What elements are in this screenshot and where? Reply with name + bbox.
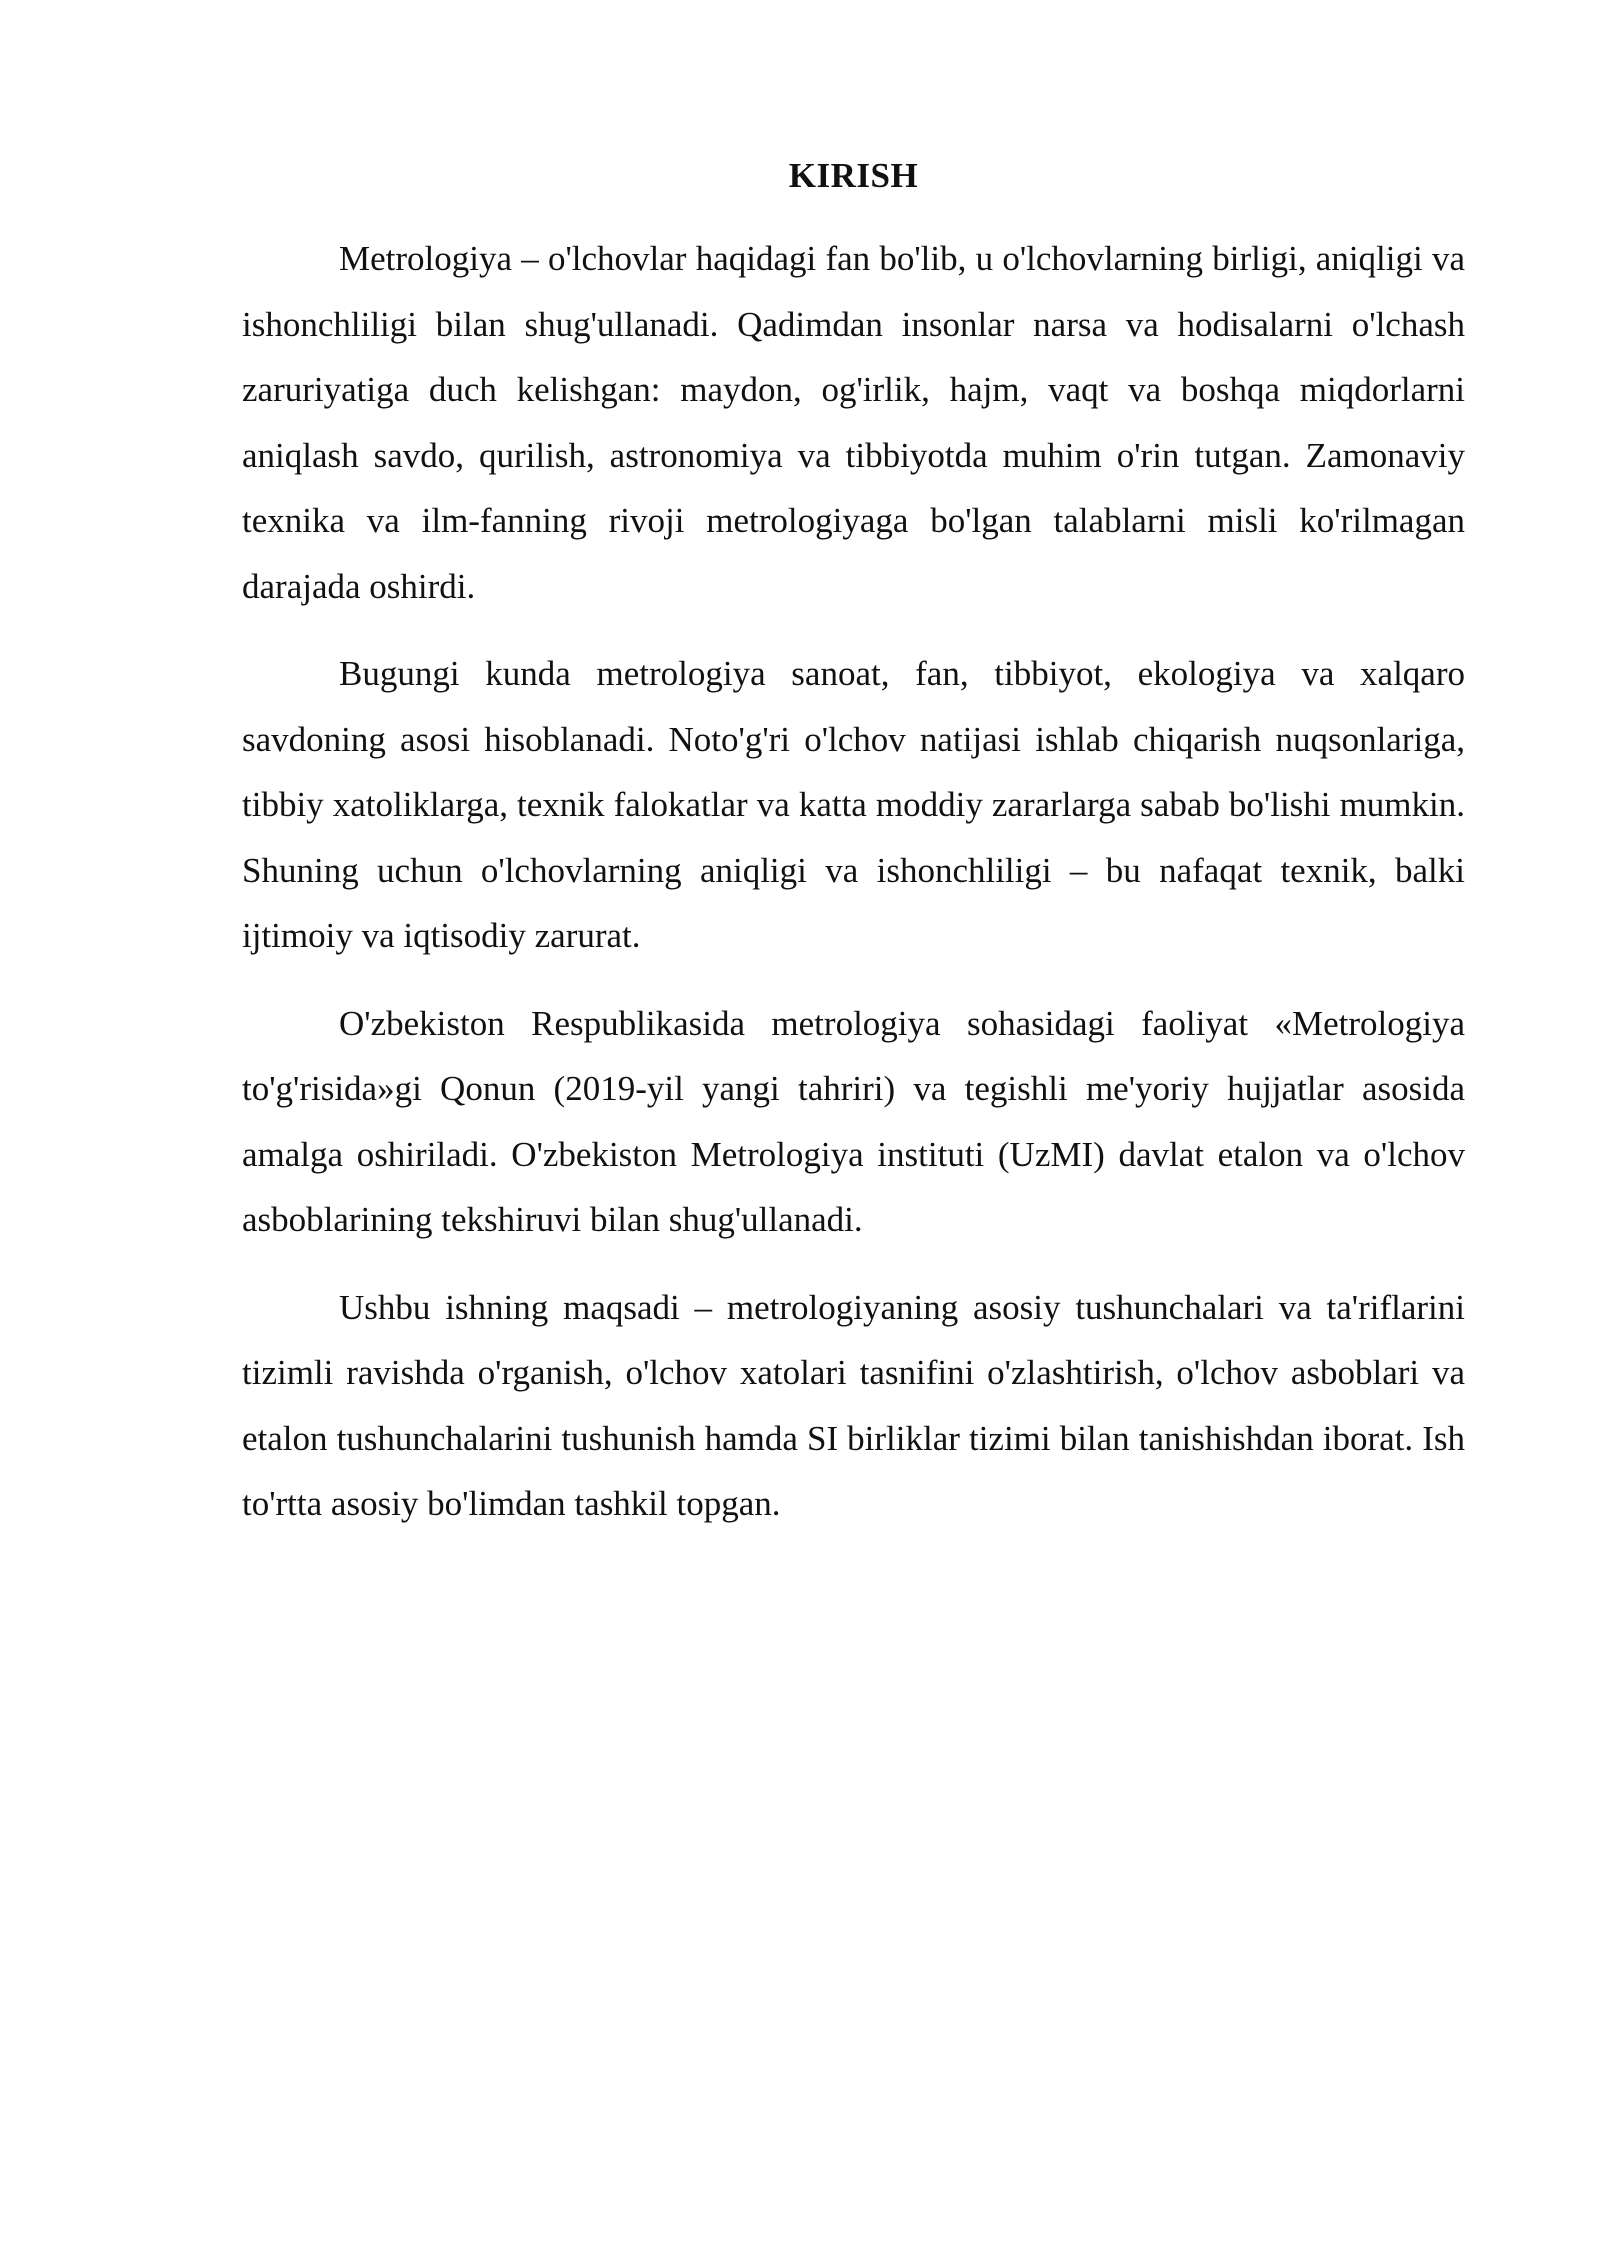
paragraph-1: Metrologiya – o'lchovlar haqidagi fan bo'lib, u o'lchovlarning birligi, aniqligi va ishonchliligi bilan shug'ullanadi. Qadimdan insonlar narsa va hodisalarni o'lchash zaruriyatiga duch kelishgan: maydon, og'irlik, hajm, vaqt va boshqa miqdorlarni aniqlash savdo, qurilish, astronomiya va tibbiyotda muhim o'rin tutgan. Zamonaviy texnika va ilm-fanning rivoji metrologiyaga bo'lgan talablarni misli ko'rilmagan darajada oshirdi. xyxy=(242,239,1465,606)
page-content xyxy=(242,146,1465,1559)
paragraph-3: O'zbekiston Respublikasida metrologiya sohasidagi faoliyat «Metrologiya to'g'risida»gi Qonun (2019-yil yangi tahriri) va tegishli me'yoriy hujjatlar asosida amalga oshiriladi. O'zbekiston Metrologiya instituti (UzMI) davlat etalon va o'lchov asboblarining tekshiruvi bilan shug'ullanadi. xyxy=(242,1003,1465,1239)
page-title: KIRISH xyxy=(788,156,919,195)
paragraph-2: Bugungi kunda metrologiya sanoat, fan, tibbiyot, ekologiya va xalqaro savdoning asosi hisoblanadi. Noto'g'ri o'lchov natijasi ishlab chiqarish nuqsonlariga, tibbiy xatoliklarga, texnik falokatlar va katta moddiy zararlarga sabab bo'lishi mumkin. Shuning uchun o'lchovlarning aniqligi va ishonchliligi – bu nafaqat texnik, balki ijtimoiy va iqtisodiy zarurat. xyxy=(242,654,1465,955)
paragraph-4: Ushbu ishning maqsadi – metrologiyaning asosiy tushunchalari va ta'riflarini tizimli ravishda o'rganish, o'lchov xatolari tasnifini o'zlashtirish, o'lchov asboblari va etalon tushunchalarini tushunish hamda SI birliklar tizimi bilan tanishishdan iborat. Ish to'rtta asosiy bo'limdan tashkil topgan. xyxy=(242,1287,1465,1523)
